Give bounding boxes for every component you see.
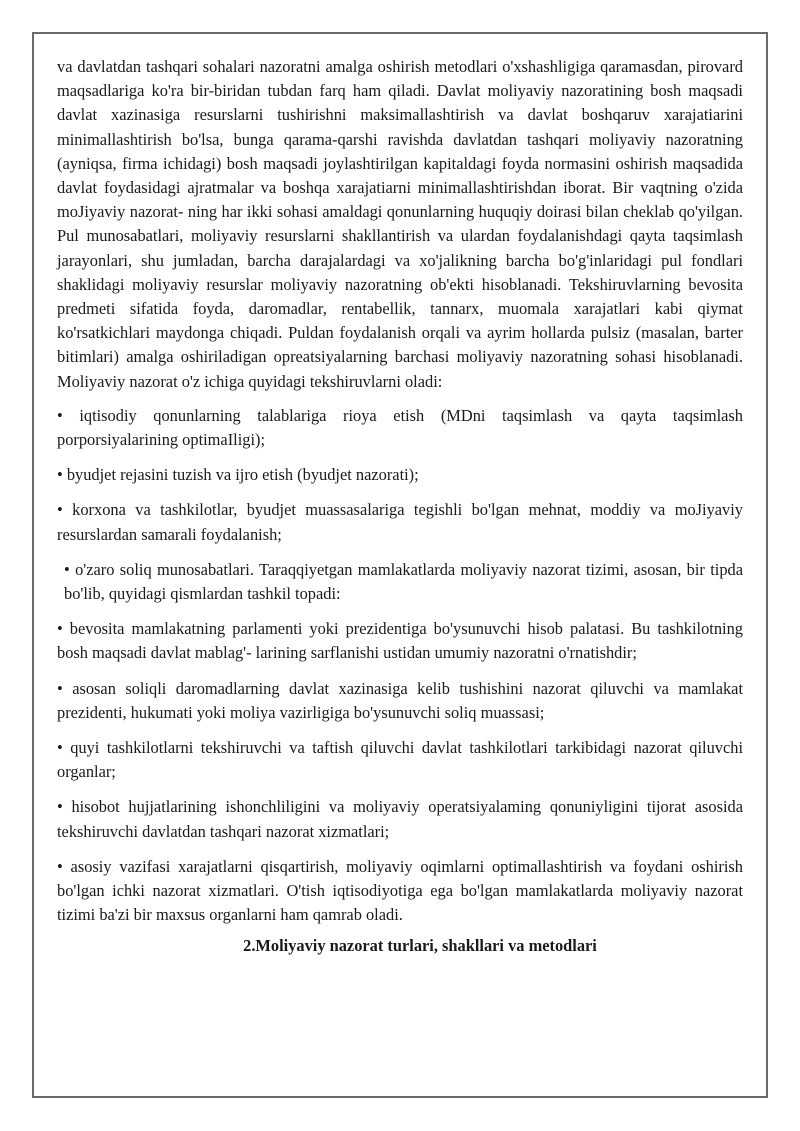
list-item: • asosan soliqli daromadlarning davlat xazinasiga kelib tushishini nazorat qiluvchi va mamlakat prezidenti, hukumati yoki moliya vazirligiga bo'ysunuvchi soliq muassasi; [57, 678, 743, 722]
section-heading: 2.Moliyaviy nazorat turlari, shakllari va metodlari [243, 935, 597, 955]
list-item: • quyi tashkilotlarni tekshiruvchi va taftish qiluvchi davlat tashkilotlari tarkibidagi nazorat qiluvchi organlar; [57, 738, 743, 782]
list-item: • byudjet rejasini tuzish va ijro etish (byudjet nazorati); [57, 465, 419, 485]
list-item: • bevosita mamlakatning parlamenti yoki prezidentiga bo'ysunuvchi hisob palatasi. Bu tashkilotning bosh maqsadi davlat mablag'- larining sarflanishi ustidan umumiy nazoratni o'rnatishdir; [57, 619, 743, 663]
list-item: • asosiy vazifasi xarajatlarni qisqartirish, moliyaviy oqimlarni optimallashtirish va foydani oshirish bo'lgan ichki nazorat xizmatlari. O'tish iqtisodiyotiga ega bo'lgan mamlakatlarda moliyaviy nazorat tizimi ba'zi bir maxsus organlarni ham qamrab oladi. [57, 856, 743, 925]
list-item: • korxona va tashkilotlar, byudjet muassasalariga tegishli bo'lgan mehnat, moddiy va moJiyaviy resurslardan samarali foydalanish; [57, 500, 743, 544]
paragraph-intro: va davlatdan tashqari sohalari nazoratni amalga oshirish metodlari o'xshashligiga qaramasdan, pirovard maqsadlariga ko'ra bir-biridan tubdan farq ham qiladi. Davlat moliyaviy nazoratining bosh maqsadi davlat xazinasiga resurslarni tushirishni maksimallashtirish va davlat boshqaruv xarajatiarini minimallashtirish bo'lsa, bunga qarama-qarshi ravishda davlatdan tashqari moliyaviy nazoratning (ayniqsa, firma ichidagi) bosh maqsadi joylashtirilgan kapitaldagi foyda normasini oshirish maqsadida davlat foydasidagi ajratmalar va boshqa xarajatiarni minimallashtirishdan iborat. Bir vaqtning o'zida moJiyaviy nazorat- ning har ikki sohasi amaldagi qonunlarning huquqiy doirasi bilan cheklab qo'yilgan. Pul munosabatlari, moliyaviy resurslarni shakllantirish va ulardan foydalanishdagi qayta taqsimlash jarayonlari, shu jumladan, barcha darajalardagi va xo'jalikning barcha bo'g'inlaridagi pul fondlari shaklidagi moliyaviy resurslar moliyaviy nazoratning ob'ekti hisoblanadi. Tekshiruvlarning bevosita predmeti sifatida foyda, daromadlar, rentabellik, tannarx, muomala xarajatlari kabi qiymat ko'rsatkichlari maydonga chiqadi. Puldan foydalanish orqali va ayrim hollarda pulsiz (masalan, barter bitimlari) amalga oshiriladigan opreatsiyalarning barchasi moliyaviy nazoratning sohasi hisoblanadi. Moliyaviy nazorat o'z ichiga quyidagi tekshiruvlarni oladi: [57, 57, 743, 391]
list-item: • hisobot hujjatlarining ishonchliligini va moliyaviy operatsiyalaming qonuniyligini tijorat asosida tekshiruvchi davlatdan tashqari nazorat xizmatlari; [57, 797, 743, 841]
list-item: • o'zaro soliq munosabatlari. Taraqqiyetgan mamlakatlarda moliyaviy nazorat tizimi, asosan, bir tipda bo'lib, quyidagi qismlardan tashkil topadi: [64, 559, 743, 604]
list-item: • iqtisodiy qonunlarning talablariga rioya etish (MDni taqsimlash va qayta taqsimlash porporsiyalarining optimaIligi); [57, 405, 743, 450]
document-body [57, 55, 743, 958]
